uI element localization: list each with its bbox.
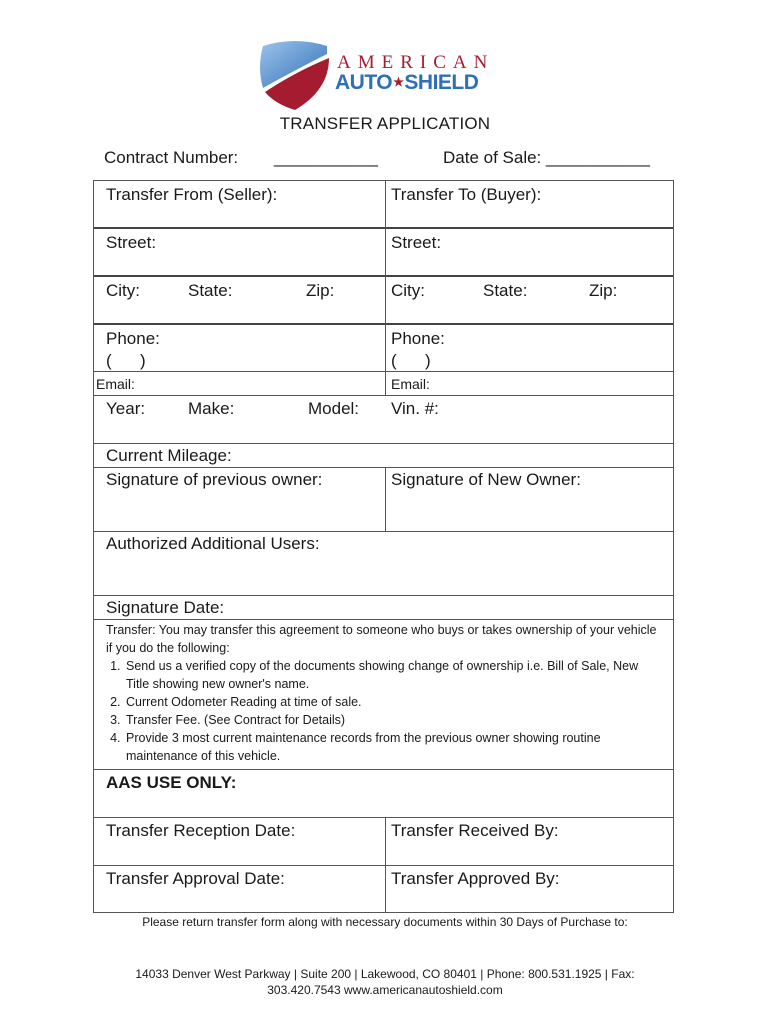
- row-divider: [94, 619, 673, 620]
- row-divider: [94, 769, 673, 770]
- transfer-form: [93, 180, 674, 913]
- list-item: 1. Send us a verified copy of the documents showing change of ownership i.e. Bill of Sale, New Title showing new owner's name.: [124, 657, 662, 693]
- column-divider: [385, 817, 386, 913]
- buyer-phone-area-code[interactable]: ( ): [391, 351, 431, 370]
- contract-number-field[interactable]: ___________: [274, 148, 379, 167]
- buyer-zip-field[interactable]: Zip:: [589, 281, 618, 300]
- buyer-heading: Transfer To (Buyer):: [391, 185, 542, 204]
- row-divider: [94, 371, 673, 372]
- row-divider: [94, 443, 673, 444]
- company-logo: [255, 40, 515, 112]
- row-divider: [94, 595, 673, 596]
- page-title: TRANSFER APPLICATION: [279, 114, 491, 133]
- contract-number-label: Contract Number:: [104, 148, 239, 167]
- transfer-approved-by-field[interactable]: Transfer Approved By:: [391, 869, 560, 888]
- seller-street-field[interactable]: Street:: [106, 233, 157, 252]
- instructions-intro: Transfer: You may transfer this agreement to someone who buys or takes ownership of your vehicle if you do the following:: [106, 623, 657, 655]
- instructions-list: [106, 657, 662, 765]
- previous-owner-signature-field[interactable]: Signature of previous owner:: [106, 470, 323, 489]
- row-divider: [94, 531, 673, 532]
- new-owner-signature-field[interactable]: Signature of New Owner:: [391, 470, 581, 489]
- star-icon: ★: [393, 75, 404, 89]
- date-of-sale-field[interactable]: Date of Sale: ___________: [443, 148, 651, 167]
- vehicle-model-field[interactable]: Model:: [308, 399, 360, 418]
- transfer-instructions: [106, 621, 662, 765]
- seller-state-field[interactable]: State:: [188, 281, 233, 300]
- transfer-received-by-field[interactable]: Transfer Received By:: [391, 821, 559, 840]
- row-divider: [94, 323, 673, 325]
- buyer-email-field[interactable]: Email:: [391, 376, 430, 392]
- row-divider: [94, 275, 673, 277]
- signature-date-field[interactable]: Signature Date:: [106, 598, 225, 617]
- buyer-street-field[interactable]: Street:: [391, 233, 442, 252]
- row-divider: [94, 467, 673, 468]
- seller-heading: Transfer From (Seller):: [106, 185, 278, 204]
- vehicle-vin-field[interactable]: Vin. #:: [391, 399, 439, 418]
- column-divider: [385, 181, 386, 395]
- seller-phone-area-code[interactable]: ( ): [106, 351, 146, 370]
- seller-zip-field[interactable]: Zip:: [306, 281, 335, 300]
- list-item: 3. Transfer Fee. (See Contract for Details): [124, 711, 662, 729]
- transfer-reception-date-field[interactable]: Transfer Reception Date:: [106, 821, 296, 840]
- list-item: 4. Provide 3 most current maintenance records from the previous owner showing routine maintenance of this vehicle.: [124, 729, 662, 765]
- buyer-phone-field[interactable]: Phone:: [391, 329, 445, 348]
- return-instructions: Please return transfer form along with necessary documents within 30 Days of Purchase to:: [142, 915, 628, 929]
- company-address: 14033 Denver West Parkway | Suite 200 | Lakewood, CO 80401 | Phone: 800.531.1925 | Fax: 303.420.7543 www.americanautoshield.com: [135, 967, 635, 997]
- vehicle-make-field[interactable]: Make:: [188, 399, 235, 418]
- current-mileage-field[interactable]: Current Mileage:: [106, 446, 232, 465]
- logo-text-top: AMERICAN: [337, 52, 495, 73]
- seller-city-field[interactable]: City:: [106, 281, 140, 300]
- vehicle-year-field[interactable]: Year:: [106, 399, 146, 418]
- additional-users-field[interactable]: Authorized Additional Users:: [106, 534, 320, 553]
- seller-email-field[interactable]: Email:: [96, 376, 135, 392]
- aas-use-only-heading: AAS USE ONLY:: [106, 773, 237, 792]
- row-divider: [94, 817, 673, 818]
- row-divider: [94, 865, 673, 866]
- row-divider: [94, 227, 673, 229]
- column-divider: [385, 467, 386, 531]
- buyer-state-field[interactable]: State:: [483, 281, 528, 300]
- row-divider: [94, 395, 673, 396]
- logo-text-bottom: AUTO★SHIELD: [335, 71, 479, 94]
- seller-phone-field[interactable]: Phone:: [106, 329, 160, 348]
- shield-logo-icon: [255, 40, 335, 112]
- buyer-city-field[interactable]: City:: [391, 281, 425, 300]
- list-item: 2. Current Odometer Reading at time of sale.: [124, 693, 662, 711]
- transfer-approval-date-field[interactable]: Transfer Approval Date:: [106, 869, 285, 888]
